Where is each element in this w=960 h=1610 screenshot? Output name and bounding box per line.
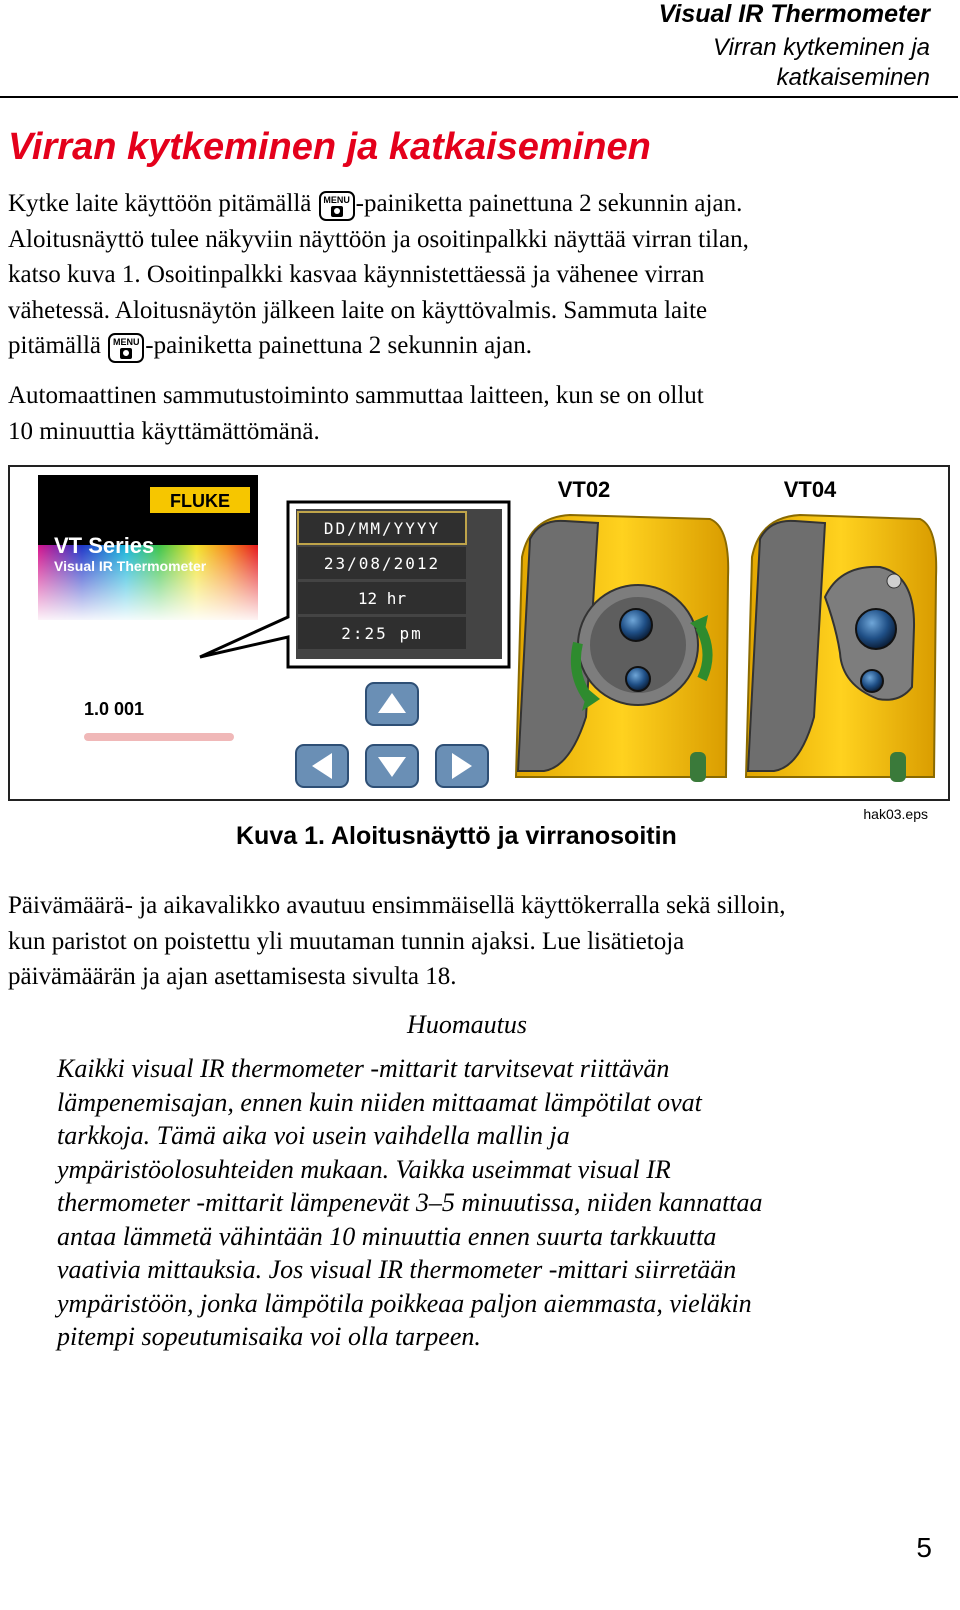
section-heading: Virran kytkeminen ja katkaiseminen — [8, 126, 651, 168]
note-line: tarkkoja. Tämä aika voi usein vaihdella mallin ja — [57, 1121, 570, 1150]
note-body — [57, 1052, 937, 1354]
running-header-title: Visual IR Thermometer — [658, 0, 930, 28]
intro-line5a: pitämällä — [8, 332, 102, 359]
date-time-paragraph — [8, 888, 948, 995]
menu-row-date: 23/08/2012 — [323, 554, 441, 573]
note-line: ympäristöolosuhteiden mukaan. Vaikka useimmat visual IR — [57, 1154, 671, 1184]
menu-row-hour-format: 12 hr — [357, 589, 407, 608]
auto-off-paragraph — [8, 378, 948, 449]
running-header-subtitle-line2: katkaiseminen — [776, 64, 930, 91]
figure-file-reference: hak03.eps — [863, 806, 928, 822]
figure-1 — [8, 465, 950, 801]
power-indicator-bar — [84, 733, 234, 741]
note-line: Kaikki visual IR thermometer -mittarit tarvitsevat riittävän — [57, 1054, 670, 1083]
note-line: thermometer -mittarit lämpenevät 3–5 minuutissa, niiden kannattaa — [57, 1188, 763, 1217]
running-header-subtitle-line1: Virran kytkeminen ja — [713, 34, 930, 61]
figure-illustration — [10, 467, 948, 799]
header-rule — [0, 96, 958, 98]
vt02-ir-lens-icon — [620, 609, 652, 641]
menu-key-label-2: MENU — [113, 337, 140, 347]
intro-line1b: -painiketta painettuna 2 sekunnin ajan. — [355, 190, 743, 217]
intro-line3: katso kuva 1. Osoitinpalkki kasvaa käynnistettäessä ja vähenee virran — [8, 261, 705, 288]
vt04-device-illustration — [746, 515, 936, 782]
vt04-visual-lens-icon — [861, 670, 883, 692]
splash-brand: FLUKE — [170, 491, 230, 511]
auto-off-line1: Automaattinen sammutustoiminto sammuttaa laitteen, kun se on ollut — [8, 382, 704, 409]
note-title: Huomautus — [407, 1010, 527, 1039]
intro-line4: vähetessä. Aloitusnäytön jälkeen laite on käyttövalmis. Sammuta laite — [8, 296, 708, 324]
date-line1: Päivämäärä- ja aikavalikko avautuu ensimmäisellä käyttökerralla sekä silloin, — [8, 892, 786, 919]
splash-product: Visual IR Thermometer — [54, 558, 207, 574]
page-number: 5 — [916, 1532, 932, 1563]
note-line: ympäristöön, jonka lämpötila poikkeaa paljon aiemmasta, vieläkin — [57, 1288, 752, 1318]
date-line2: kun paristot on poistettu yli muutaman tunnin ajaksi. Lue lisätietoja — [8, 927, 685, 955]
intro-line1a: Kytke laite käyttöön pitämällä — [8, 190, 312, 217]
splash-screen — [38, 475, 258, 785]
intro-line2: Aloitusnäyttö tulee näkyviin näyttöön ja osoitinpalkki näyttää virran tilan, — [8, 225, 749, 253]
note-line: vaativia mittauksia. Jos visual IR thermometer -mittari siirretään — [57, 1255, 737, 1284]
running-header-subtitle — [713, 33, 930, 93]
auto-off-line2: 10 minuuttia käyttämättömänä. — [8, 417, 320, 445]
splash-version: 1.0 001 — [84, 699, 145, 719]
menu-row-date-format: DD/MM/YYYY — [323, 519, 441, 538]
note-line: lämpenemisajan, ennen kuin niiden mittaamat lämpötilat ovat — [57, 1087, 702, 1117]
nav-buttons — [296, 683, 488, 787]
vt02-visual-lens-icon — [626, 667, 650, 691]
figure-caption: Kuva 1. Aloitusnäyttö ja virranosoitin — [236, 822, 677, 850]
camera-icon — [331, 206, 343, 217]
note-line: pitempi sopeutumisaika voi olla tarpeen. — [57, 1322, 481, 1351]
menu-key-icon-2 — [108, 333, 144, 363]
menu-key-icon — [319, 191, 355, 221]
intro-line5b: -painiketta painettuna 2 sekunnin ajan. — [145, 332, 532, 359]
camera-icon-2 — [120, 348, 132, 359]
menu-row-time: 2:25 pm — [341, 624, 423, 643]
intro-paragraph — [8, 186, 948, 364]
menu-key-label: MENU — [323, 195, 350, 205]
splash-series: VT Series — [54, 533, 155, 558]
vt04-ir-lens-icon — [856, 609, 896, 649]
note-line: antaa lämmetä vähintään 10 minuuttia ennen suurta tarkkuutta — [57, 1221, 717, 1251]
model-label-vt04: VT04 — [783, 477, 837, 502]
model-label-vt02: VT02 — [557, 477, 611, 502]
date-line3: päivämäärän ja ajan asettamisesta sivulta 18. — [8, 963, 457, 990]
vt02-device-illustration — [516, 515, 728, 782]
